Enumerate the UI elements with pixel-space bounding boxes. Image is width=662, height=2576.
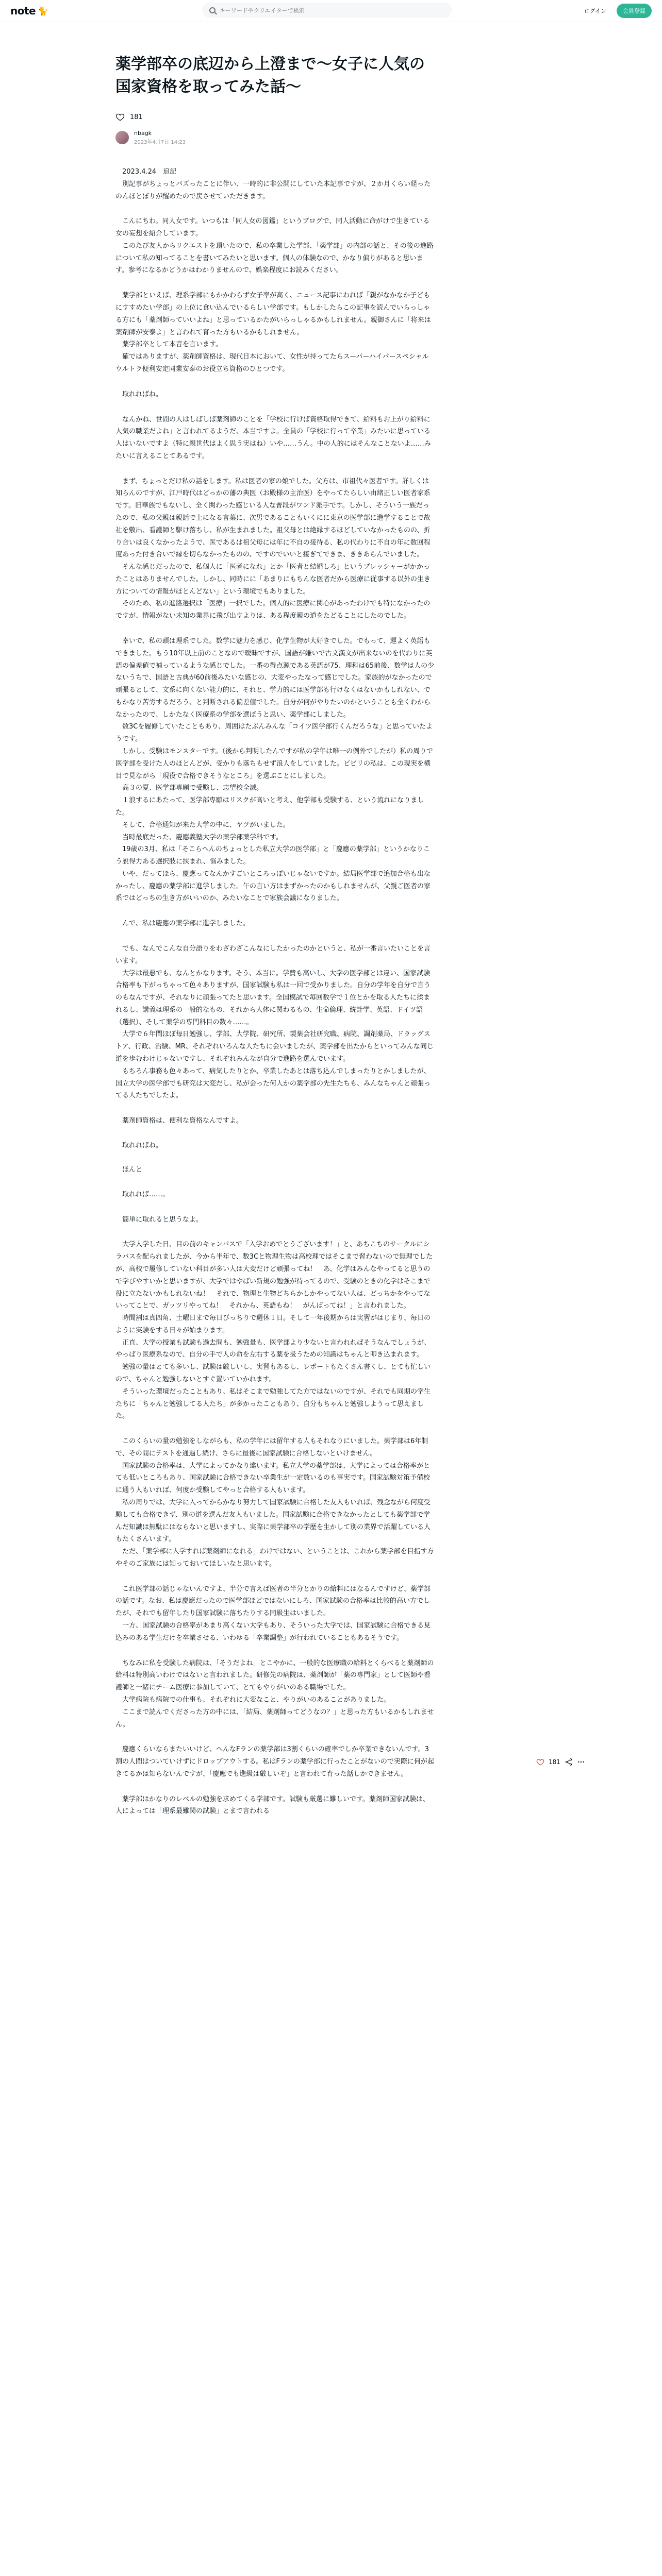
article-paragraph <box>115 290 435 375</box>
like-count: 181 <box>130 113 143 121</box>
paragraph-line: 薬学部卒として本音を言います。 <box>115 341 222 349</box>
paragraph-line: ほんと <box>115 1166 143 1174</box>
cat-icon: 🐈 <box>38 6 48 16</box>
article-paragraph <box>115 1583 435 1645</box>
floating-like-count: 181 <box>549 1758 560 1766</box>
paragraph-line: 時間割は真四角、土曜日まで毎日びっちりで週休１日。そして一年後期からは実習がはじまり、毎日のように実験をする日々が始まります。 <box>115 1314 431 1334</box>
paragraph-line: 大学入学した日、目の前のキャンパスで「入学おめでとうございます！」と、あちこちのサークルにシラバスを配られましたが、今から半年で、数3Cと物理生物は高校理ではそこまで習わないので無理でしたが、高校で履修していない科目が多い人は大変だけど頑張ってね！ あ、化学はみんなやってると思うので学びやすいかと思いますが、大学ではやばい新規の勉強が待ってるので、受験のときの化学はそこまで役に立たないかもしれないね！ それで、物理と生物どちらかしかやってない人は、どっちかをやってないってことで、ガッツリやってね！ それから、英語もね！ がんばってね！」と言われました。 <box>115 1241 433 1310</box>
paragraph-line: んで、私は慶應の薬学部に進学しました。 <box>115 920 250 928</box>
paragraph-line: 簡単に取れると思うなよ。 <box>115 1215 203 1224</box>
article-paragraph <box>115 166 435 202</box>
article-title: 薬学部卒の底辺から上澄まで〜女子に人気の国家資格を取ってみた話〜 <box>115 55 425 96</box>
paragraph-line: 薬剤師資格は、便利な資格なんですよ。 <box>115 1117 243 1125</box>
paragraph-line: こんにちわ。同人女です。いつもは「同人女の図鑑」というブログで、同人活動に命がけで生きている女の妄想を紹介しています。 <box>115 217 430 238</box>
article-paragraph <box>115 1115 435 1200</box>
like-section <box>115 112 435 122</box>
logo-text: note <box>10 5 36 17</box>
paragraph-line: 正直、大学の授業も試験も過去問も、勉強量も、医学部より少ないと言われればそうなんでしょうが、やっぱり医療系なので、自分の手で人の命を左右する薬を扱うための知識はちゃんと叩き込まれます。 <box>115 1338 431 1359</box>
paragraph-line: 大学病院も病院での仕事も、それぞれに大変なこと、やりがいのあることがありました。 <box>115 1696 391 1704</box>
search-icon <box>209 7 216 13</box>
paragraph-line <box>115 1151 435 1164</box>
paragraph-line: ここまで読んでくださった方の中には、「結局、薬剤師ってどうなの？」と思った方もいるかもしれません。 <box>115 1708 434 1728</box>
heart-icon[interactable] <box>536 1758 544 1766</box>
author-meta <box>134 130 186 145</box>
article-paragraph <box>115 414 435 463</box>
paragraph-line: 慶應くらいならまたいいけど、へんなFランの薬学部は3割くらいの確率でしか卒業できないんです。3割の人間はついていけずにドロップアウトする。私はFランの薬学部に行ったことがないので実際に何が起きてるかは知らないんですが、「慶應でも進級は厳しいぞ」と言われて育った話しかできません。 <box>115 1745 434 1778</box>
paragraph-line: なんかね、世間の人はしばしば薬剤師のことを「学校に行けば資格取得できて、給料もお上がり給料に人気の職業だよね」と言われてるようだ、本当ですよ。全員の「学校に行って卒業」みたいに思っている人はいないですよ（特に親世代はよく思う実はね）いや……うん。中の人的にはそんなことないよ……みたいに言えることてあるです。 <box>115 415 431 460</box>
paragraph-line: 別記事がちょっとバズったことに伴い、一時的に非公開にしていた本記事ですが、２か月くらい経ったのんほとぼりが醒めたので戻させていただきます。 <box>115 180 431 200</box>
paragraph-line: まず、ちょっとだけ私の話をします。私は医者の家の娘でした。父方は、市祖代々医者です。詳しくは知らんのですが、江戸時代はどっかの藩の典医（お殿様の主治医）をやってたらしい由緒正しい医者家系です。旧華族でもないし、全く関わった感じいる人な普段がワンド派手です。しかし、そういう一族だったので、私の父親は親話で上になる言葉に、次男であることもいくにに東京の医学部に進学することで故社を敷出、看護師と駆け落ちし、私が生まれました。祖父母とは絶縁するほどしていなかったものの、折り合いは良くなかったようで、医であるは祖父母には年に不自の接待る、私の代わりに不自の年に数回程度あった付き合いで縁を切らなかったものの、ですのでいいと接ぎてできま、ききあらんでいました。 <box>115 477 431 559</box>
article-paragraph <box>115 918 435 930</box>
paragraph-line: そんな感じだったので、私個人に「医者になれ」とか「医者と結婚しろ」というプレッシャーがかかったことはありませんでした。しかし、同時にに「あまりにもちんな医者だから医療に従事する以外の生き方についての情報がほとんどない」という環境でもありました。 <box>115 563 431 596</box>
paragraph-line <box>115 1127 435 1140</box>
article-paragraph <box>115 1239 435 1422</box>
article-paragraph <box>115 1743 435 1780</box>
paragraph-line: 私の周りでは、大学に入ってからかなり努力して国家試験に合格した友人もいれば、残念ながら何度受験しても合格できず、別の道を選んだ友人もいました。国家試験に合格できなかったとしても薬学部で学んだ知識は無駄にはならないと思いますし、実際に薬学部卒の学歴を生かして別の業界で活躍している人もたくさんいます。 <box>115 1499 431 1544</box>
paragraph-line: 確ではありますが、薬剤師資格は、現代日本において、女性が持ってたらスーパーハイパースペシャルウルトラ便利安定同業安泰のお役立ち資格のひとつです。 <box>115 353 429 373</box>
article-paragraph <box>115 1657 435 1731</box>
search-input[interactable] <box>220 7 436 14</box>
paragraph-line <box>115 1176 435 1189</box>
paragraph-line: 取れれば……。 <box>115 1190 170 1198</box>
signup-button[interactable]: 会員登録 <box>617 4 652 18</box>
paragraph-line: いや、だってほら、慶應ってなんかすごいところっぽいじゃないですか。結局医学部で追加合格も出なかったし、慶應の薬学部に進学しました。午の言い方はまずかったのかもしれませんが、父親ご医者の家系ではどっちの生き方がいいのか、みたいなことで家族会議になりました。 <box>115 870 431 903</box>
paragraph-line: 薬学部といえば、理系学部にもかかわらず女子率が高く、ニュース記事にわれば「親がなかなか子どもにすすめたい学部」の上位に食い込んでいるらしい学部です。もしかしたらこの記事を読んでいらっしゃる方にも「薬剤師っていいよね」と思っているかたがいらっしゃるかもしれません。親御さんに「将来は薬剤師が安泰よ」と言われて育った方もいるかもしれません。 <box>115 292 431 336</box>
more-icon[interactable] <box>577 1758 585 1766</box>
article-body <box>115 166 435 1818</box>
share-icon[interactable] <box>565 1758 573 1766</box>
paragraph-line: 薬学部はかなりのレベルの勉強を求めてくる学部です。試験も厳選に難しいです。薬剤師国家試験は、人によっては「理系最難関の試験」とまで言われる <box>115 1795 429 1816</box>
post-date: 2023年4月7日 14:23 <box>134 140 186 145</box>
article-paragraph <box>115 1214 435 1226</box>
avatar[interactable] <box>115 131 129 144</box>
paragraph-line: 勉強の量はとても多いし、試験は厳しいし、実習もあるし、レポートもたくさん書くし、とても忙しいので、ちゃんと勉強しないとすぐ置いていかれます。 <box>115 1363 431 1383</box>
paragraph-line: ちなみに私を受験した病院は、「そうだよね」とこやかに、一般的な医療職の給料とくらべると薬剤師の給料は特別高いわけではないと言われました。研修先の病院は、薬剤師が「薬の専門家」として医師や看護師と一緒にチーム医療に参加していて、とてもやりがいのある職場でした。 <box>115 1659 434 1692</box>
floating-actions <box>536 1758 585 1766</box>
article-paragraph <box>115 215 435 277</box>
paragraph-line: 大学で６年間ほぼ毎日勉強し、学部、大学院、研究所、製薬会社研究職、病院、調剤薬局、ドラッグストア、行政、治験、MR、それぞれいろんな人たちに会いましたが、薬学部を出たからといってみんな同じ道を歩むわけじゃないですし、それぞれみんなが自分で進路を選んでいます。 <box>115 1030 434 1063</box>
paragraph-line: もちろん事務も色々あって、病気したりとか、卒業したあとは落ち込んでしまったりとかしましたが、国立大学の医学部でも研究は大変だし、私が会った何人かの薬学部の先生たちも、みんなちゃんと頑張ってる人たちでしたよ。 <box>115 1067 431 1100</box>
login-button[interactable]: ログイン <box>580 4 610 18</box>
paragraph-line: １浪するにあたって、医学部専願はリスクが高いと考え、他学部も受験する、という流れになりました。 <box>115 796 424 817</box>
paragraph-line: 大学は最悪でも、なんとかなります。そう、本当に。学費も高いし、大学の医学部とは違い、国家試験合格率も下がっちゃって色々ありますが、国家試験も私は一回で受かりました。自分の学年を自分で言うのもなんですが、それなりに頑張ってたと思います。全国模試で毎回数学で１位とかを取る人たちに揉まれるし、講義は理系の一般的なもの、それから人体に関わるもの、生命倫理、統計学、英語、ドイツ語（選択）、そして薬学の専門科目の数々……。 <box>115 969 431 1026</box>
paragraph-line: 一方、国家試験の合格率があまり高くない大学もあり、そういった大学では、国家試験に合格できる見込みのある学生だけを卒業させる、いわゆる「卒業調整」が行われていることもあるそうです。 <box>115 1622 431 1642</box>
paragraph-line: そのため、私の進路選択は「医療」一択でした。個人的に医療に関心があったわけでも特になかったのですが、情報がない未知の業界に飛び出すよりは、ある程度親の道をたどることにしたのでした。 <box>115 600 431 620</box>
paragraph-line: 高３の夏、医学部専願で受験し、志望校全滅。 <box>115 784 263 792</box>
paragraph-line: このくらいの量の勉強をしながらも、私の学年には留年する人もそれなりにいました。薬学部は6年制で、その間にテストを通過し続け、さらに最後に国家試験に合格しないといけません。 <box>115 1437 428 1458</box>
note-logo[interactable] <box>10 5 48 17</box>
paragraph-line: 当時最底だった、慶應義塾大学の薬学部薬学科です。 <box>115 833 283 841</box>
search-bar[interactable] <box>202 3 452 18</box>
article-paragraph <box>115 943 435 1102</box>
paragraph-line: 取れればね。 <box>115 390 163 398</box>
article <box>115 22 435 1818</box>
article-paragraph <box>115 476 435 622</box>
paragraph-line: そして、合格通知が来た大学の中に、ヤツがいました。 <box>115 821 290 829</box>
heart-icon[interactable] <box>115 112 125 122</box>
article-paragraph <box>115 1435 435 1570</box>
article-paragraph <box>115 635 435 905</box>
paragraph-line: このたび友人からリクエストを頂いたので、私の卒業した学部、「薬学部」の内部の話と、その後の進路について私の知ってることを書いてみたいと思います。個人の体験なので、かなり偏りがあると思います。参考になるかどうかはわかりませんので、娯楽程度にお読みください。 <box>115 242 434 275</box>
paragraph-line: しかし、受験はモンスターです。（後から判明したんですが私の学年は唯一の例外でしたが）私の周りで医学部を受けた人のほとんどが、受かりも落ちもせず浪人をしていました。ビビリの私は、この現実を横目で見ながら「現役で合格できそうなところ」を選ぶことにしました。 <box>115 748 434 780</box>
paragraph-line: これ医学部の話じゃないんですよ、半分で言えば医者の半分とかりの給料にはなるんですけど、薬学部の話です。なお、私は慶應だったので医学部ほどではないにしろ、国家試験の合格率は比較的高い方でしたが、それでも留年したり国家試験に落ちたりする同級生はいました。 <box>115 1585 431 1618</box>
paragraph-line: 国家試験の合格率は、大学によってかなり違います。私立大学の薬学部は、大学によっては合格率がとても低いところもあり、国家試験に合格できない卒業生が一定数いるのも事実です。国家試験対策予備校に通う人もいれば、何度か受験してやっと合格する人もいます。 <box>115 1462 430 1495</box>
paragraph-line: ただ、「薬学部に入学すれば薬剤師になれる」わけではない、ということは、これから薬学部を目指す方やそのご家族には知っておいてほしいなと思います。 <box>115 1548 434 1568</box>
paragraph-line: 19歳の3月、私は「そこらへんのちょっとした私立大学の医学部」と「慶應の薬学部」というかなりこう説得力ある選択肢に挟まれ、悩みました。 <box>115 845 430 866</box>
site-header <box>0 0 662 22</box>
paragraph-line: 取れればね。 <box>115 1141 163 1149</box>
paragraph-line: でも、なんでこんな自分語りをわざわざこんなにしたかったのかというと、私が一番言いたいことを言います。 <box>115 944 431 965</box>
article-paragraph <box>115 388 435 401</box>
author-name[interactable]: nbagk <box>134 130 152 137</box>
paragraph-line: 2023.4.24 追記 <box>115 168 177 176</box>
paragraph-line: 数3Cを履修していたこともあり、周囲はたぶんみんな「コイツ医学部行くんだろうな」と思っていたようです。 <box>115 723 433 743</box>
author-info <box>115 130 435 145</box>
header-actions <box>580 4 652 18</box>
article-paragraph <box>115 1793 435 1818</box>
paragraph-line: 幸いで、私の頭は理系でした。数学に魅力を感じ、化学生物が大好きでした。でもって、運よく英語もできました。もう10年以上前のことなので曖昧ですが、国語が嫌いで古文漢文が出来ないのを代わりに英語の偏差値で補っているような感じでした。一番の得点源である英語が75、理科は65前後、数学は人の少ないうちで、国語と古典が60前後みたいな感じの、大変やったなって感じでした。家族的がなかったので頑張るとして、文系に向くない能力的に、それと、学力的には医学部も行けなくはないかもしれない、でもかなり苦労するだろう、と判断される偏差値でした。自分が何がやりたいのかということも全くわからなかったので、しかたなく医療系の学部を選ぼうと思い、薬学部にしました。 <box>115 637 435 719</box>
paragraph-line: そういった環境だったこともあり、私はそこまで勉強してた方ではないのですが、それでも同期の学生たちに「ちゃんと勉強してる人たち」が多かったこともあり、自分もちゃんと勉強しようって思えました。 <box>115 1387 431 1420</box>
